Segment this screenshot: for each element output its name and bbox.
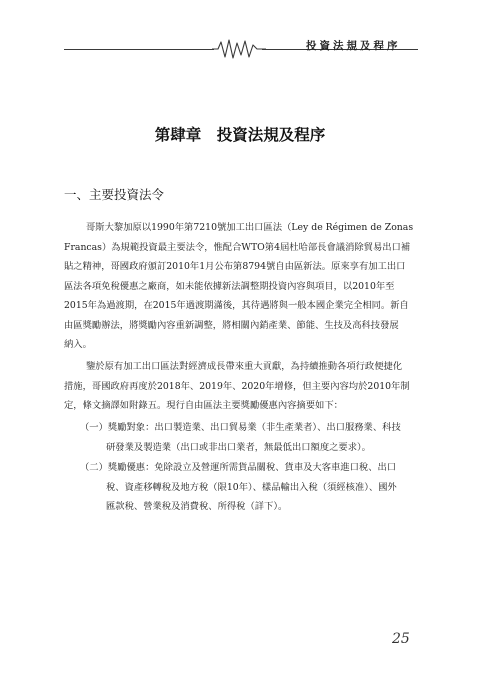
paragraph-line: 納入。 <box>64 339 92 350</box>
paragraph-line: 由區獎勵辦法，將獎勵內容重新調整，將相關內銷產業、節能、生技及高科技發展 <box>64 319 399 331</box>
paragraph-line: 貼之精神，哥國政府頒訂2010年1月公布第8794號自由區新法。原來享有加工出口 <box>64 261 406 272</box>
chapter-title: 第肆章 投資法規及程序 <box>154 125 326 144</box>
list-item-line: 匯款稅、營業稅及消費稅、所得稅（詳下）。 <box>106 501 288 512</box>
list-item-line: 研發業及製造業（出口或非出口業者，無最低出口額度之要求）。 <box>106 441 371 453</box>
paragraph-line: 鑒於原有加工出口區法對經濟成長帶來重大貢獻，為持續推動各項行政便捷化 <box>86 361 403 372</box>
paragraph-line: 定，條文摘譯如附錄五。現行自由區法主要獎勵優惠內容摘要如下： <box>64 400 343 411</box>
paragraph-line: Francas）為規範投資最主要法令，惟配合WTO第4屆杜哈部長會議消除貿易出口補 <box>64 241 411 253</box>
paragraph-line: 措施，哥國政府再度於2018年、2019年、2020年增修，但主要內容均於2010年制 <box>64 380 410 392</box>
paragraph-line: 區法各項免稅優惠之廠商，如未能依據新法調整期投資內容與項目，以2010年至 <box>64 280 395 292</box>
list-item-line: （二）獎勵優惠：免除設立及營運所需貨品關稅、貨車及大客車進口稅、出口 <box>80 462 397 473</box>
paragraph-line: 2015年為過渡期，在2015年過渡期滿後，其待遇將與一般本國企業完全相同。新自 <box>64 300 409 311</box>
paragraph-1 <box>64 218 416 355</box>
header-rule-left <box>64 49 214 50</box>
paragraph-2 <box>64 357 416 416</box>
list-item-line: （一）獎勵對象：出口製造業、出口貿易業（非生產業者）、出口服務業、科技 <box>80 422 401 433</box>
page-number: 25 <box>392 631 410 647</box>
running-header-title: 投資法規及程序 <box>306 40 401 52</box>
list-item-1 <box>64 418 416 457</box>
heartbeat-wave-icon <box>212 38 266 60</box>
section-heading: 一、主要投資法令 <box>64 187 165 202</box>
list-item-line: 稅、資產移轉稅及地方稅（限10年）、樣品輸出入稅（須經核准）、國外 <box>106 481 397 493</box>
paragraph-line: 哥斯大黎加原以1990年第7210號加工出口區法（Ley de Régimen de Zonas <box>86 222 414 233</box>
list-item-2 <box>64 458 416 517</box>
